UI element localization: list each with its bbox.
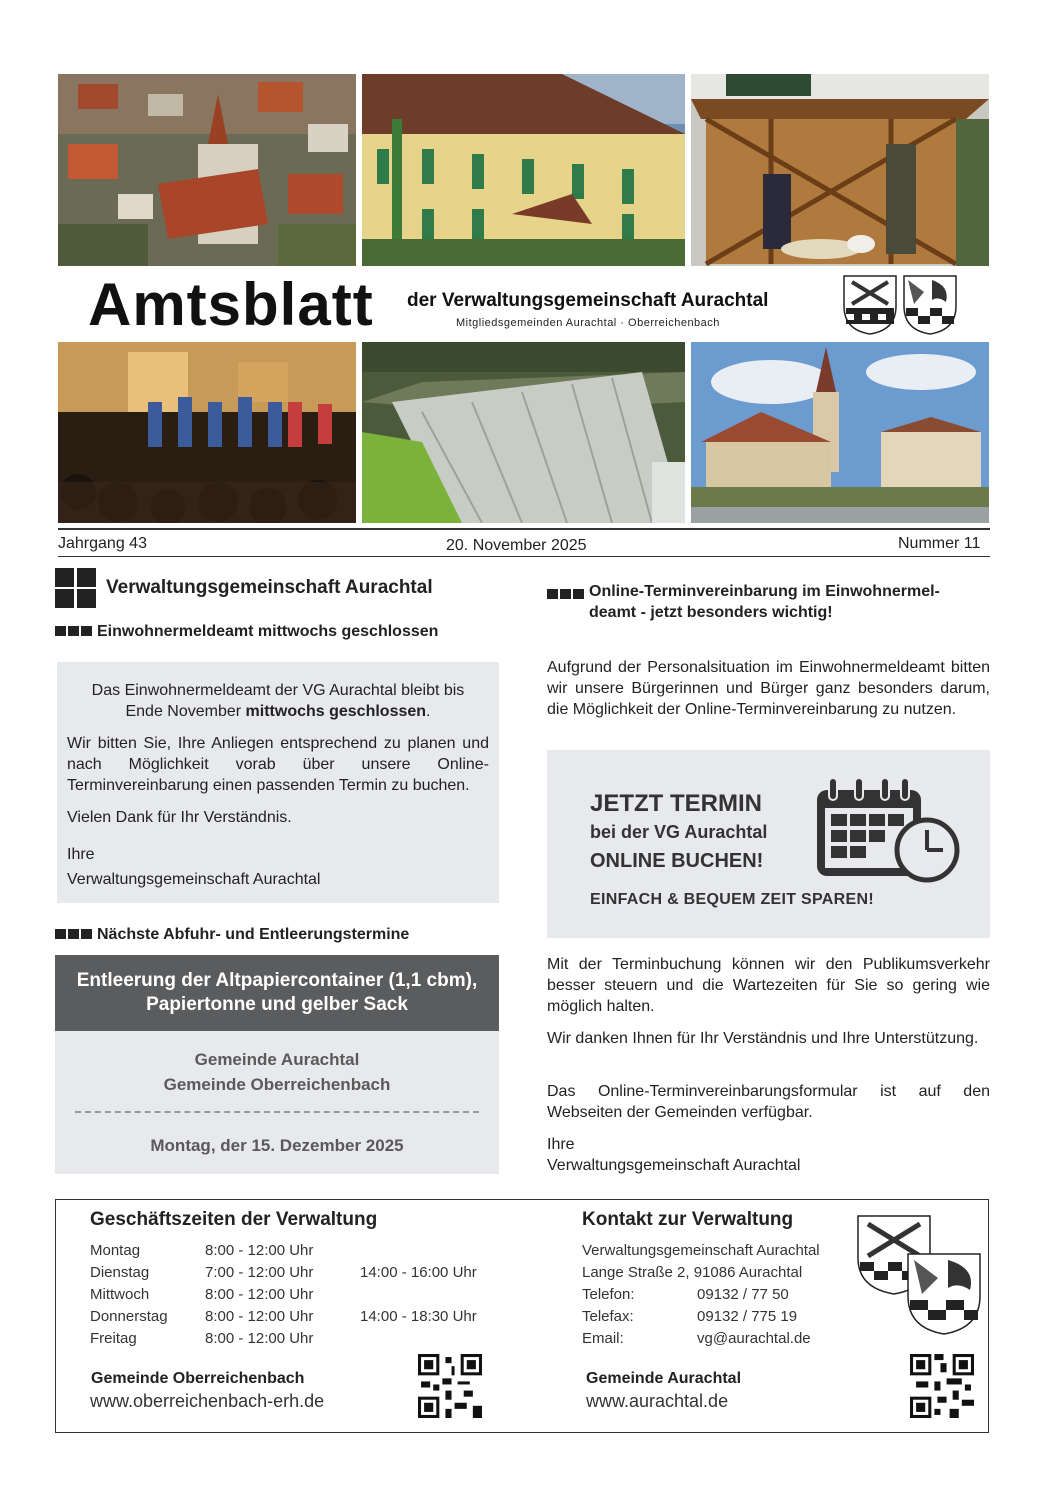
banner-line1: JETZT TERMIN [590, 790, 762, 817]
contact-fax: 09132 / 775 19 [697, 1308, 798, 1325]
contact-name: Verwaltungsgemeinschaft Aurachtal [582, 1242, 820, 1259]
contact-details: Verwaltungsgemeinschaft Aurachtal Lange Straße 2, 91086 Aurachtal Telefon: 09132 / 77 50 Telefax: 09132 / 775 19 Email: vg@aurachtal.de [582, 1240, 852, 1350]
member-communities: Mitgliedsgemeinden Aurachtal · Oberreichenbach [456, 317, 720, 329]
disposal-schedule-box [55, 1031, 499, 1174]
disposal-place1: Gemeinde Aurachtal [194, 1050, 360, 1069]
online-booking-paragraph2: Mit der Terminbuchung können wir den Publikumsverkehr besser steuern und die Wartezeiten für Sie so gering wie möglich halten. [547, 956, 990, 1015]
notice-heading: Einwohnermeldeamt mittwochs geschlossen [55, 623, 438, 641]
notice-box: Das Einwohnermeldeamt der VG Aurachtal bleibt bis Ende November mittwochs geschlossen. Wir bitten Sie, Ihre Anliegen entsprechend zu planen und nach Möglichkeit vorab über unsere Online-Terminvereinbarung einen passenden Termin zu buchen. Vielen Dank für Ihr Verständnis. Ihre Verwaltungsgemeinschaft Aurachtal [57, 662, 499, 903]
online-booking-heading: Online-Terminvereinbarung im Einwohnermel-deamt - jetzt besonders wichtig! [547, 581, 990, 623]
notice-line1: Das Einwohnermeldeamt der VG Aurachtal bleibt bis [91, 682, 465, 699]
hours-row: Freitag 8:00 - 12:00 Uhr [90, 1330, 314, 1347]
coat-of-arms-icon [902, 274, 958, 336]
hours-row: Donnerstag 8:00 - 12:00 Uhr 14:00 - 18:30 Uhr [90, 1308, 477, 1325]
notice-sign2: Verwaltungsgemeinschaft Aurachtal [67, 871, 321, 888]
town1-url-link[interactable]: www.oberreichenbach-erh.de [90, 1391, 325, 1411]
photo-castle [362, 74, 685, 266]
contact-address: Lange Straße 2, 91086 Aurachtal [582, 1264, 803, 1281]
issue-date: 20. November 2025 [446, 537, 587, 554]
coat-of-arms-icon [842, 274, 898, 336]
dashed-divider [75, 1111, 479, 1113]
hours-row: Mittwoch 8:00 - 12:00 Uhr [90, 1286, 314, 1303]
banner-line4: EINFACH & BEQUEM ZEIT SPAREN! [590, 891, 874, 908]
town2-url-link[interactable]: www.aurachtal.de [586, 1391, 729, 1411]
calendar-clock-icon [815, 778, 961, 888]
notice-sign1: Ihre [67, 846, 95, 863]
issue-volume: Jahrgang 43 [58, 535, 147, 552]
banner-line2: bei der VG Aurachtal [590, 822, 768, 842]
photo-nativity-scene [691, 74, 989, 266]
hours-row: Montag 8:00 - 12:00 Uhr [90, 1242, 314, 1259]
contact-title: Kontakt zur Verwaltung [582, 1209, 794, 1230]
online-booking-sign2: Verwaltungsgemeinschaft Aurachtal [547, 1157, 801, 1174]
issue-rule-bottom [58, 556, 990, 557]
online-booking-paragraph3: Wir danken Ihnen für Ihr Verständnis und Ihre Unterstützung. [547, 1030, 979, 1047]
hours-table [90, 1240, 510, 1350]
town1-name: Gemeinde Oberreichenbach [91, 1370, 305, 1387]
hours-row: Dienstag 7:00 - 12:00 Uhr 14:00 - 16:00 Uhr [90, 1264, 477, 1281]
disposal-date: Montag, der 15. Dezember 2025 [150, 1136, 404, 1155]
masthead-title: Amtsblatt [88, 271, 374, 338]
notice-emphasis: mittwochs geschlossen [245, 703, 427, 720]
issue-number: Nummer 11 [898, 535, 981, 552]
disposal-place2: Gemeinde Oberreichenbach [163, 1075, 391, 1094]
photo-concert [58, 342, 356, 523]
online-booking-sign1: Ihre [547, 1136, 575, 1153]
notice-paragraph: Wir bitten Sie, Ihre Anliegen entsprechend zu planen und nach Möglichkeit vorab über unsere Online-Terminvereinbarung einen passenden Termin zu buchen. [67, 735, 489, 794]
hours-title: Geschäftszeiten der Verwaltung [90, 1209, 378, 1230]
contact-phone[interactable]: 09132 / 77 50 [697, 1286, 789, 1303]
photo-church [691, 342, 989, 523]
disposal-heading: Nächste Abfuhr- und Entleerungstermine [55, 926, 409, 944]
masthead-subtitle: der Verwaltungsgemeinschaft Aurachtal [407, 290, 769, 311]
photo-village-aerial [58, 74, 356, 266]
online-booking-paragraph1: Aufgrund der Personalsituation im Einwohnermeldeamt bitten wir unsere Bürgerinnen und Bürger ganz besonders darum, die Möglichkeit der Online-Terminvereinbarung zu nutzen. [547, 659, 990, 718]
booking-banner [547, 750, 990, 938]
footer-box [55, 1199, 989, 1433]
photo-waterfall [362, 342, 685, 523]
town2-name: Gemeinde Aurachtal [586, 1370, 742, 1387]
qr-code-icon[interactable] [910, 1354, 974, 1418]
coat-of-arms-icon [856, 1214, 984, 1338]
online-booking-paragraph4: Das Online-Terminvereinbarungsformular ist auf den Webseiten der Gemeinden verfügbar. [547, 1083, 990, 1121]
banner-line3: ONLINE BUCHEN! [590, 850, 764, 872]
contact-email-link[interactable]: vg@aurachtal.de [697, 1330, 811, 1347]
disposal-title: Entleerung der Altpapiercontainer (1,1 cbm), Papiertonne und gelber Sack [76, 970, 478, 1015]
notice-thanks: Vielen Dank für Ihr Verständnis. [67, 809, 292, 826]
issue-rule-top [58, 528, 990, 530]
section-title: Verwaltungsgemeinschaft Aurachtal [106, 577, 433, 598]
qr-code-icon[interactable] [418, 1354, 482, 1418]
disposal-title-box [55, 955, 499, 1031]
